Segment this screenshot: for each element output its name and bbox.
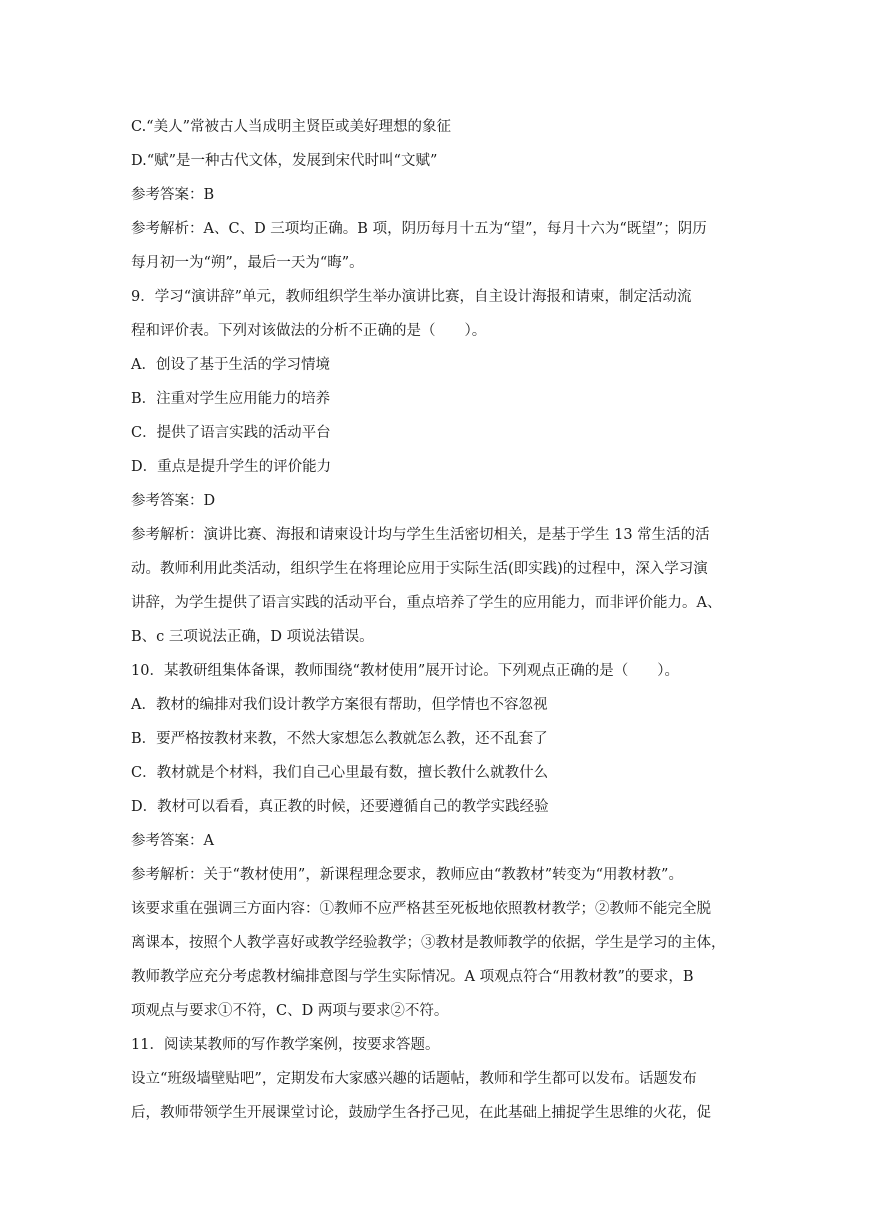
- text-line: 参考答案：B: [131, 187, 215, 203]
- text-line: A．创设了基于生活的学习情境: [131, 357, 330, 373]
- text-line: 参考解析：A、C、D 三项均正确。B 项，阴历每月十五为“望”，每月十六为“既望”；阴历: [131, 221, 707, 237]
- text-line: 每月初一为“朔”，最后一天为“晦”。: [131, 255, 364, 271]
- text-line: B．注重对学生应用能力的培养: [131, 391, 331, 407]
- text-line: 动。教师利用此类活动，组织学生在将理论应用于实际生活(即实践)的过程中，深入学习演: [131, 561, 708, 577]
- text-line: C．提供了语言实践的活动平台: [131, 425, 331, 441]
- option-a-q10: [131, 688, 741, 722]
- answer-q10: [131, 824, 741, 858]
- text-line: C．教材就是个材料，我们自己心里最有数，擅长教什么就教什么: [131, 765, 549, 781]
- text-line: C.“美人”常被古人当成明主贤臣或美好理想的象征: [131, 119, 452, 135]
- text-line: B、c 三项说法正确，D 项说法错误。: [131, 629, 374, 645]
- text-line: 离课本，按照个人教学喜好或教学经验教学；③教材是教师教学的依据，学生是学习的主体，: [131, 935, 726, 951]
- text-line: 讲辞，为学生提供了语言实践的活动平台，重点培养了学生的应用能力，而非评价能力。A、: [131, 595, 722, 611]
- question-11: [131, 1028, 741, 1062]
- option-d-q8: [131, 144, 741, 178]
- text-line: D．重点是提升学生的评价能力: [131, 459, 332, 475]
- text-line: 项观点与要求①不符，C、D 两项与要求②不符。: [131, 1003, 449, 1019]
- text-line: 程和评价表。下列对该做法的分析不正确的是（ ）。: [131, 323, 487, 339]
- option-c-q8: [131, 110, 741, 144]
- case-text-q11: [131, 1062, 741, 1130]
- text-line: D．教材可以看看，真正教的时候，还要遵循自己的教学实践经验: [131, 799, 549, 815]
- question-9: [131, 280, 741, 348]
- document-body: [131, 110, 741, 1130]
- option-b-q9: [131, 382, 741, 416]
- text-line: 11．阅读某教师的写作教学案例，按要求答题。: [131, 1037, 440, 1053]
- text-line: 参考解析：演讲比赛、海报和请柬设计均与学生生活密切相关，是基于学生 13 常生活的活: [131, 527, 710, 543]
- text-line: 设立“班级墙壁贴吧”，定期发布大家感兴趣的话题帖，教师和学生都可以发布。话题发布: [131, 1071, 697, 1087]
- explanation-q10: [131, 858, 741, 1028]
- option-d-q9: [131, 450, 741, 484]
- question-10: [131, 654, 741, 688]
- option-b-q10: [131, 722, 741, 756]
- option-d-q10: [131, 790, 741, 824]
- text-line: 教师教学应充分考虑教材编排意图与学生实际情况。A 项观点符合“用教材教”的要求，B: [131, 969, 694, 985]
- option-c-q9: [131, 416, 741, 450]
- text-line: D.“赋”是一种古代文体，发展到宋代时叫“文赋”: [131, 153, 438, 169]
- text-line: 参考解析：关于“教材使用”，新课程理念要求，教师应由“教教材”转变为“用教材教”。: [131, 867, 683, 883]
- text-line: 该要求重在强调三方面内容：①教师不应严格甚至死板地依照教材教学；②教师不能完全脱: [131, 901, 711, 917]
- text-line: 9．学习“演讲辞”单元，教师组织学生举办演讲比赛，自主设计海报和请柬，制定活动流: [131, 289, 692, 305]
- text-line: 10．某教研组集体备课，教师围绕“教材使用”展开讨论。下列观点正确的是（ ）。: [131, 663, 680, 679]
- text-line: A．教材的编排对我们设计教学方案很有帮助，但学情也不容忽视: [131, 697, 548, 713]
- option-a-q9: [131, 348, 741, 382]
- explanation-q9: [131, 518, 741, 654]
- text-line: B．要严格按教材来教，不然大家想怎么教就怎么教，还不乱套了: [131, 731, 548, 747]
- explanation-q8: [131, 212, 741, 280]
- text-line: 参考答案：A: [131, 833, 214, 849]
- answer-q9: [131, 484, 741, 518]
- text-line: 参考答案：D: [131, 493, 216, 509]
- option-c-q10: [131, 756, 741, 790]
- answer-q8: [131, 178, 741, 212]
- text-line: 后，教师带领学生开展课堂讨论，鼓励学生各抒己见，在此基础上捕捉学生思维的火花，促: [131, 1105, 711, 1121]
